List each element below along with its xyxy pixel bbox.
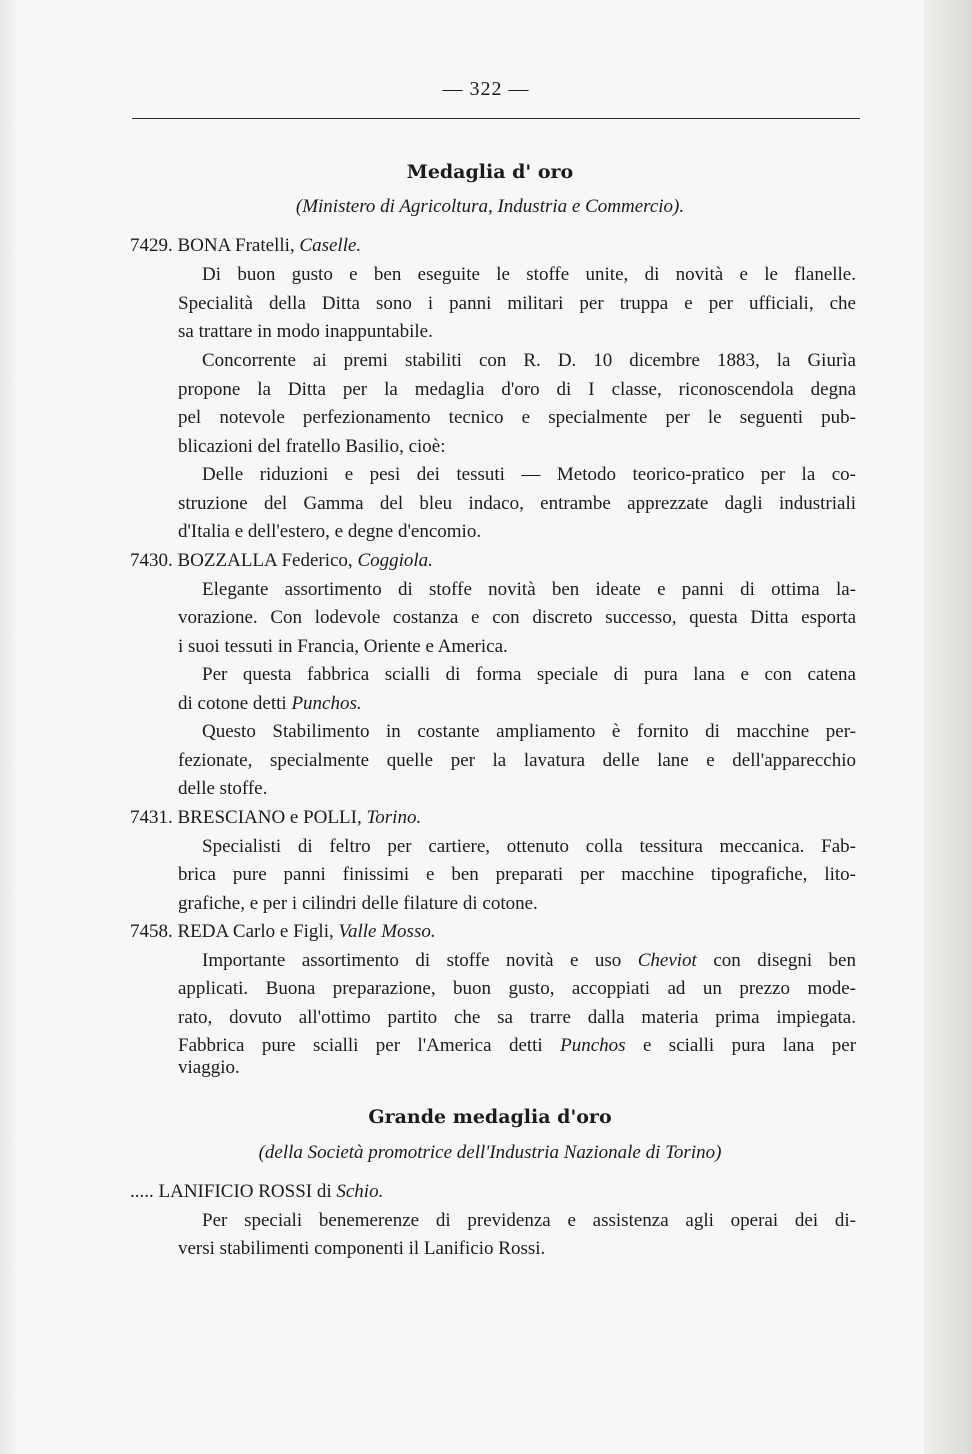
body-line: d'Italia e dell'estero, e degne d'encomio. <box>178 521 482 542</box>
section-title: Grande medaglia d'oro <box>368 1106 612 1128</box>
body-line: blicazioni del fratello Basilio, cioè: <box>178 436 446 457</box>
entry-heading <box>130 806 421 830</box>
entry-heading <box>130 234 361 258</box>
entry-heading <box>130 1180 383 1204</box>
body-line: i suoi tessuti in Francia, Oriente e America. <box>178 636 508 657</box>
body-line: brica pure panni finissimi e ben preparati per macchine tipografiche, lito- <box>178 864 856 885</box>
body-text: Importante assortimento di stoffe novità e uso <box>202 950 622 971</box>
body-line: sa trattare in modo inappuntabile. <box>178 321 433 342</box>
entry-number: 7429. <box>130 235 173 256</box>
body-line: Per questa fabbrica scialli di forma speciale di pura lana e con catena <box>202 664 856 685</box>
body-line: Elegante assortimento di stoffe novità ben ideate e panni di ottima la- <box>202 579 856 600</box>
body-text: Fabbrica pure scialli per l'America detti <box>178 1035 543 1056</box>
body-line <box>178 1034 856 1058</box>
body-line: Per speciali benemerenze di previdenza e assistenza agli operai dei di- <box>202 1210 856 1231</box>
body-line: Delle riduzioni e pesi dei tessuti — Metodo teorico-pratico per la co- <box>202 464 856 485</box>
body-text: di cotone detti <box>178 693 287 714</box>
entry-number: 7458. <box>130 921 173 942</box>
italic-term: Cheviot <box>637 950 697 971</box>
italic-term: Punchos. <box>291 693 362 714</box>
body-line: propone la Ditta per la medaglia d'oro di I classe, riconoscendola degna <box>178 379 856 400</box>
entry-place: Valle Mosso. <box>338 921 436 942</box>
entry-place: Torino. <box>366 807 422 828</box>
entry-name: BOZZALLA Federico, <box>177 550 353 571</box>
body-line: Specialità della Ditta sono i panni militari per truppa e per ufficiali, che <box>178 293 856 314</box>
page-edge-shadow <box>924 0 972 1454</box>
body-line: rato, dovuto all'ottimo partito che sa trarre dalla materia prima impiegata. <box>178 1007 856 1028</box>
body-text: con disegni ben <box>713 950 856 971</box>
body-line: fezionate, specialmente quelle per la lavatura delle lane e dell'apparecchio <box>178 750 856 771</box>
body-line: delle stoffe. <box>178 778 268 799</box>
entry-name: REDA Carlo e Figli, <box>177 921 334 942</box>
page-number: — 322 — <box>442 78 530 100</box>
entry-name: BONA Fratelli, <box>177 235 295 256</box>
body-line: Questo Stabilimento in costante ampliamento è fornito di macchine per- <box>202 721 856 742</box>
entry-number: ..... <box>130 1181 154 1202</box>
body-line: vorazione. Con lodevole costanza e con discreto successo, questa Ditta esporta <box>178 607 856 628</box>
entry-number: 7430. <box>130 550 173 571</box>
italic-term: Punchos <box>560 1035 626 1056</box>
header-rule <box>132 118 860 119</box>
body-text: e scialli pura lana per <box>642 1035 857 1056</box>
entry-number: 7431. <box>130 807 173 828</box>
body-line: versi stabilimenti componenti il Lanificio Rossi. <box>178 1238 546 1259</box>
body-line: grafiche, e per i cilindri delle filature di cotone. <box>178 893 538 914</box>
page-edge-shadow <box>0 0 18 1454</box>
entry-place: Schio. <box>336 1181 384 1202</box>
entry-place: Coggiola. <box>357 550 433 571</box>
entry-place: Caselle. <box>299 235 362 256</box>
entry-name: BRESCIANO e POLLI, <box>177 807 362 828</box>
body-line: applicati. Buona preparazione, buon gusto, accoppiati ad un prezzo mode- <box>178 978 856 999</box>
body-line <box>178 692 362 716</box>
body-line: Di buon gusto e ben eseguite le stoffe unite, di novità e le flanelle. <box>202 264 856 285</box>
body-line <box>202 949 856 973</box>
entry-heading <box>130 920 436 944</box>
body-line: Concorrente ai premi stabiliti con R. D. 10 dicembre 1883, la Giurìa <box>202 350 856 371</box>
section-title: Medaglia d' oro <box>406 161 574 183</box>
entry-heading <box>130 549 433 573</box>
body-line: Specialisti di feltro per cartiere, ottenuto colla tessitura meccanica. Fab- <box>202 836 856 857</box>
body-line: struzione del Gamma del bleu indaco, entrambe apprezzate dagli industriali <box>178 493 856 514</box>
body-line: viaggio. <box>178 1057 240 1078</box>
section-subtitle: (Ministero di Agricoltura, Industria e Commercio). <box>295 196 685 217</box>
section-subtitle: (della Società promotrice dell'Industria Nazionale di Torino) <box>258 1142 722 1163</box>
entry-name: LANIFICIO ROSSI di <box>158 1181 332 1202</box>
body-line: pel notevole perfezionamento tecnico e specialmente per le seguenti pub- <box>178 407 856 428</box>
